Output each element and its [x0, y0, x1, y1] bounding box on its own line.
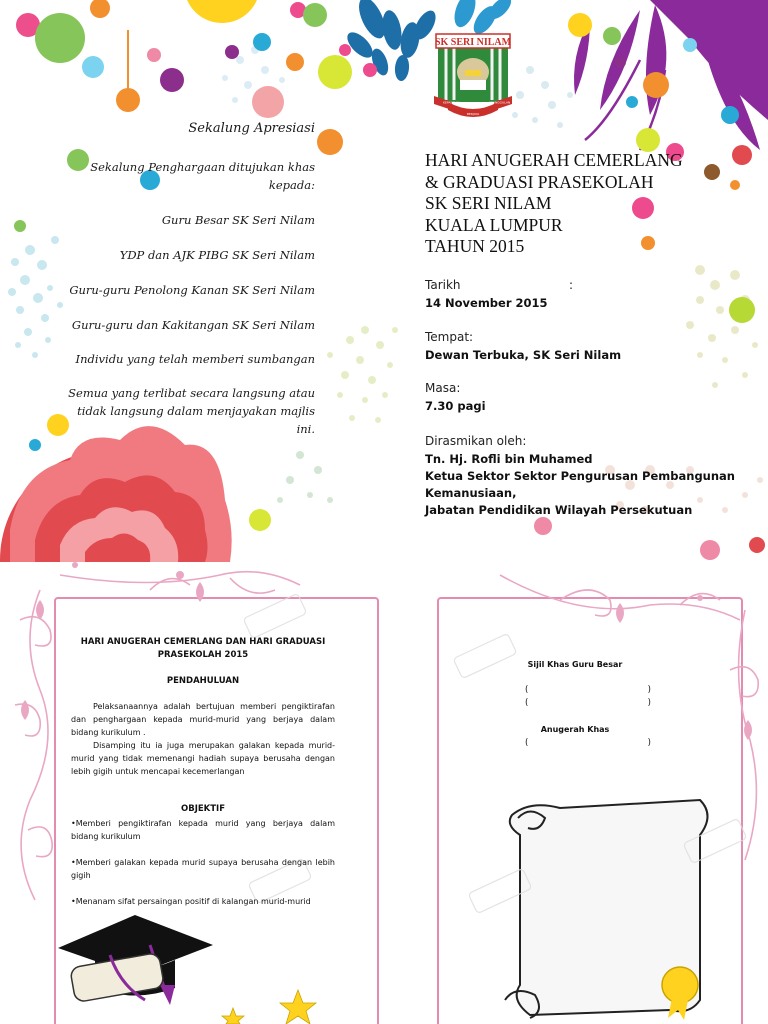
- intro-paragraph-2: Disamping itu ia juga merupakan galakan kepada murid-murid yang tidak memenangi hadiah supaya berusaha dengan lebih gigih untuk mencapai kecemerlangan: [71, 741, 335, 776]
- school-crest-logo: [432, 32, 514, 122]
- inner-decoration: [0, 562, 768, 1024]
- crest-ribbon-right: KEUNGGULAN: [489, 100, 511, 105]
- paren-close: ): [647, 698, 651, 708]
- appreciation-line-3: YDP dan AJK PIBG SK Seri Nilam: [119, 248, 315, 262]
- appreciation-line-6: Individu yang telah memberi sumbangan: [75, 352, 315, 366]
- officiator-position-3: Jabatan Pendidikan Wilayah Persekutuan: [425, 503, 693, 517]
- event-title-line-2: & GRADUASI PRASEKOLAH: [425, 171, 654, 192]
- intro-paragraph-1: Pelaksanaannya adalah bertujuan memberi pengiktirafan dan penghargaan kepada murid-murid yang berjaya dalam bidang kurikulum .: [71, 702, 335, 737]
- time-value: 7.30 pagi: [425, 399, 486, 413]
- paren-close: ): [647, 738, 651, 748]
- event-title: [425, 150, 725, 258]
- event-title-line-1: HARI ANUGERAH CEMERLANG: [425, 150, 683, 170]
- appreciation-line-5: Guru-guru dan Kakitangan SK Seri Nilam: [71, 318, 315, 332]
- paren-open: (: [525, 685, 529, 695]
- officiator-label: Dirasmikan oleh:: [425, 434, 527, 448]
- date-value: 14 November 2015: [425, 296, 548, 310]
- cert-heading: Sijil Khas Guru Besar: [527, 660, 623, 669]
- officiator-name: Tn. Hj. Rofli bin Muhamed: [425, 452, 593, 466]
- event-title-line-5: TAHUN 2015: [425, 236, 525, 257]
- officiator-position-1: Ketua Sektor Sektor Pengurusan Pembangunan: [425, 469, 735, 483]
- appreciation-line-1: Sekalung Penghargaan ditujukan khas kepada:: [90, 160, 315, 192]
- objective-item-3: •Menanam sifat persaingan positif di kalangan murid-murid: [71, 897, 311, 906]
- inner-title-line-1: HARI ANUGERAH CEMERLANG DAN HARI GRADUASI: [80, 637, 326, 647]
- paren-open: (: [525, 698, 529, 708]
- event-title-line-4: KUALA LUMPUR: [425, 214, 563, 235]
- inner-title-line-2: PRASEKOLAH 2015: [157, 650, 249, 660]
- crest-ribbon-left: KEPASTIAN: [443, 100, 460, 105]
- appreciation-line-7: Semua yang terlibat secara langsung atau tidak langsung dalam menjayakan majlis ini.: [68, 386, 315, 436]
- intro-heading: PENDAHULUAN: [166, 676, 240, 686]
- place-label: Tempat:: [425, 330, 474, 344]
- appreciation-line-2: Guru Besar SK Seri Nilam: [161, 213, 315, 227]
- paren-open: (: [525, 738, 529, 748]
- date-colon: :: [569, 278, 574, 292]
- special-award-heading: Anugerah Khas: [540, 725, 610, 734]
- event-title-line-3: SK SERI NILAM: [425, 193, 552, 214]
- appreciation-line-4: Guru-guru Penolong Kanan SK Seri Nilam: [69, 283, 315, 297]
- paren-close: ): [647, 685, 651, 695]
- officiator-position-2: Kemanusiaan,: [425, 486, 517, 500]
- crest-ribbon-bottom: BERJAYA: [466, 112, 480, 116]
- date-label: Tarikh: [425, 278, 461, 292]
- objective-item-1: •Memberi pengiktirafan kepada murid yang berjaya dalam bidang kurikulum: [71, 819, 335, 841]
- objective-item-2: •Memberi galakan kepada murid supaya berusaha dengan lebih gigih: [71, 858, 335, 880]
- crest-name: SK SERI NILAM: [434, 37, 512, 48]
- objective-heading: OBJEKTIF: [180, 804, 226, 814]
- place-value: Dewan Terbuka, SK Seri Nilam: [425, 348, 622, 362]
- time-label: Masa:: [425, 381, 461, 395]
- inner-title: [72, 636, 334, 662]
- appreciation-heading: Sekalung Apresiasi: [188, 121, 315, 136]
